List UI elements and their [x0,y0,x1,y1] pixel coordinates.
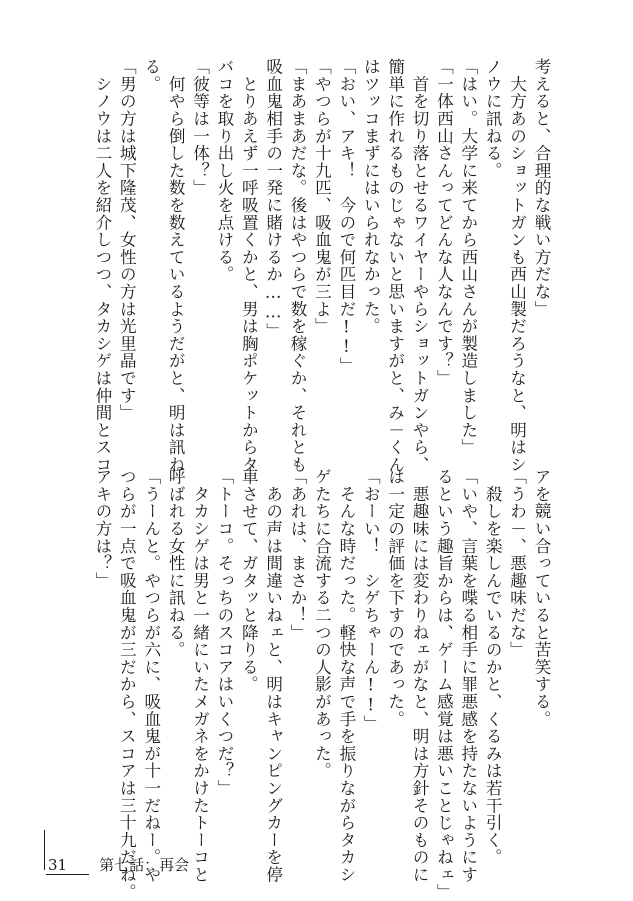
text-column: はツッコまずにはいられなかった。 [361,58,381,335]
text-column: 簡単に作れるものじゃないと思いますがと、み－くん [385,58,405,474]
text-column: 「おーい！ シゲちゃーん!!」 [361,468,381,733]
text-column: 「いや、言葉を喋る相手に罪悪感を持たないようにす [458,468,478,884]
page-footer [46,854,189,875]
text-column: 「うわ－、悪趣味だな」 [507,468,527,659]
text-column: 車させて、ガタッと降りる。 [239,468,259,693]
text-column: そんな時だった。軽快な声で手を振りながらタカシ [336,468,356,884]
text-column: シノウは二人を紹介しつつ、タカシゲは仲間とスコ [92,58,112,474]
text-column: 「やつらが十九匹、吸血鬼が三よ」 [312,58,332,335]
text-column: 「まあまあだな。後はやつらで数を稼ぐか、それとも [288,58,308,474]
text-column: タカシゲは男と一緒にいたメガネをかけたトーコと [190,468,210,884]
text-column: バコを取り出し火を点ける。 [214,58,234,283]
text-column: 殺しを楽しんでいるのかと、くるみは若干引く。 [483,468,503,866]
chapter-title: 第七話：再会 [99,856,190,874]
text-column: 「はい。大学に来てから西山さんが製造しました」 [458,58,478,456]
text-column: つらが一点で吸血鬼が三だから、スコアは三十九だね。 [117,468,137,901]
text-column: 考えると、合理的な戦い方だな」 [532,58,551,318]
footer-divider [44,830,45,870]
text-column: アキの方は？」 [92,468,112,590]
text-column: 「トーコ。そっちのスコアはいくつだ？」 [214,468,234,797]
text-column: とりあえず一呼吸置くかと、男は胸ポケットからタ [239,58,259,474]
text-column: 「うーんと。やつらが六に、吸血鬼が十一だねー。や [141,468,161,884]
text-column: 「一体西山さんってどんな人なんです？」 [434,58,454,387]
text-column: あの声は間違いねェと、明はキャンピングカーを停 [263,468,283,884]
text-column: は一定の評価を下すのであった。 [385,468,405,728]
text-column: 首を切り落とせるワイヤーやらショットガンやら、 [410,58,430,474]
text-column: 「あれは、まさか！」 [288,468,308,641]
top-text-block [92,58,553,474]
text-column: 呼ばれる女性に訊ねる。 [166,468,186,659]
page-number: 31 [46,856,89,875]
text-column: 悪趣味には変わりねェがなと、明は方針そのものに [410,468,430,884]
text-column: ノウに訊ねる。 [483,58,503,180]
text-column: ゲたちに合流する二つの人影があった。 [312,468,332,780]
text-column: 何やら倒した数を数えているようだがと、明は訊ね [166,58,186,474]
text-column: 「おい、アキ！ 今ので何匹目だ!!」 [336,58,356,375]
text-column: る。 [141,58,161,93]
text-column: アを競い合っていると苦笑する。 [532,468,551,728]
text-column: 吸血鬼相手の一発に賭けるか……」 [263,58,283,340]
text-column: 大方あのショットガンも西山製だろうなと、明はシ [507,58,527,474]
text-column: るという趣旨からは、ゲーム感覚は悪いことじゃねェ」 [434,468,454,901]
text-column: 「彼等は一体？」 [190,58,210,197]
text-column: 「男の方は城下隆茂、女性の方は光里晶です」 [117,58,137,422]
